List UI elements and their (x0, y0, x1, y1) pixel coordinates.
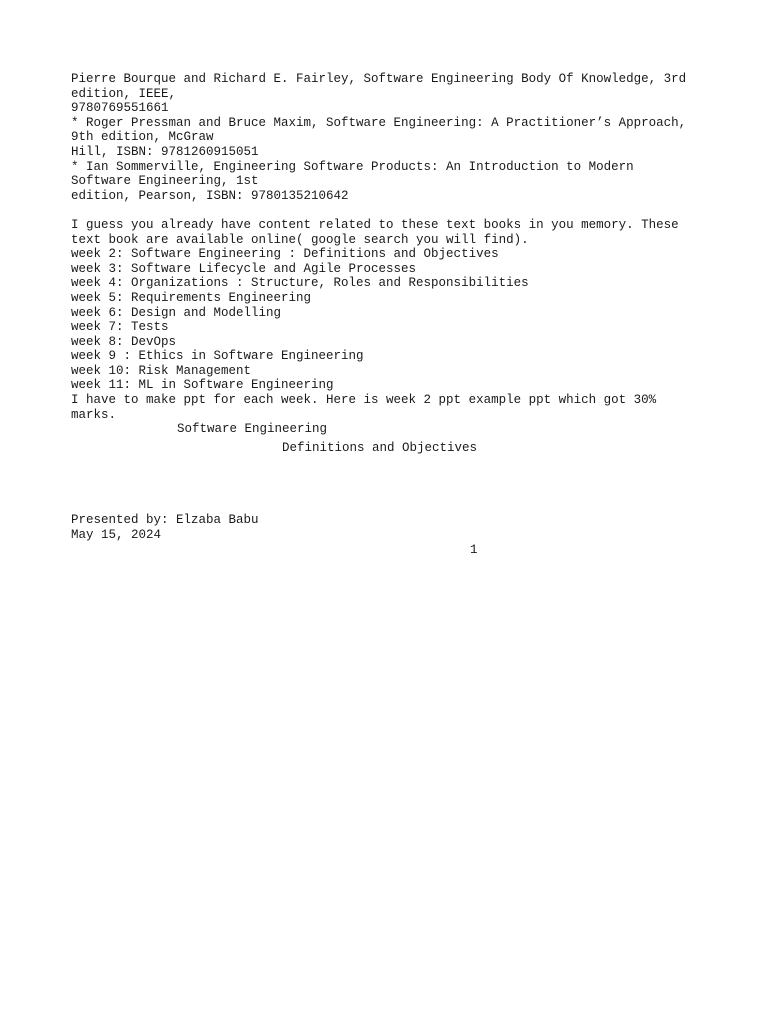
week-item: week 5: Requirements Engineering (71, 290, 312, 305)
reference-line: * Ian Sommerville, Engineering Software Products: An Introduction to Modern (71, 159, 634, 174)
page-number: 1 (470, 543, 478, 557)
slide-subtitle: Definitions and Objectives (282, 440, 478, 455)
request-block (71, 393, 711, 422)
presentation-date: May 15, 2024 (71, 528, 162, 543)
week-item: week 7: Tests (71, 320, 169, 335)
week-item: week 4: Organizations : Structure, Roles and Responsibilities (71, 276, 529, 291)
intro-line: text book are available online( google search you will find). (71, 232, 529, 247)
reference-line: * Roger Pressman and Bruce Maxim, Software Engineering: A Practitioner’s Approach, (71, 115, 687, 130)
document-body (71, 72, 711, 543)
reference-line: 9780769551661 (71, 101, 169, 116)
week-item: week 2: Software Engineering : Definitions and Objectives (71, 247, 499, 262)
week-item: week 9 : Ethics in Software Engineering (71, 349, 364, 364)
reference-line: Software Engineering, 1st (71, 174, 259, 189)
presenter-name: Presented by: Elzaba Babu (71, 513, 259, 528)
slide-title: Software Engineering (177, 422, 328, 437)
reference-line: edition, Pearson, ISBN: 9780135210642 (71, 188, 349, 203)
reference-line: 9th edition, McGraw (71, 130, 214, 145)
request-line: marks. (71, 407, 117, 422)
week-item: week 6: Design and Modelling (71, 305, 282, 320)
blank-line (71, 203, 711, 218)
request-line: I have to make ppt for each week. Here is week 2 ppt example ppt which got 30% (71, 393, 657, 408)
week-item: week 8: DevOps (71, 334, 177, 349)
intro-line: I guess you already have content related to these text books in you memory. These (71, 217, 679, 232)
week-item: week 3: Software Lifecycle and Agile Processes (71, 261, 417, 276)
reference-line: edition, IEEE, (71, 86, 177, 101)
week-item: week 11: ML in Software Engineering (71, 378, 334, 393)
reference-line: Pierre Bourque and Richard E. Fairley, Software Engineering Body Of Knowledge, 3rd (71, 72, 687, 86)
slide-title-block (71, 422, 711, 455)
references-block (71, 72, 711, 203)
week-item: week 10: Risk Management (71, 363, 252, 378)
week-list (71, 247, 711, 393)
intro-block (71, 218, 711, 247)
presenter-block (71, 513, 711, 542)
reference-line: Hill, ISBN: 9781260915051 (71, 144, 259, 159)
